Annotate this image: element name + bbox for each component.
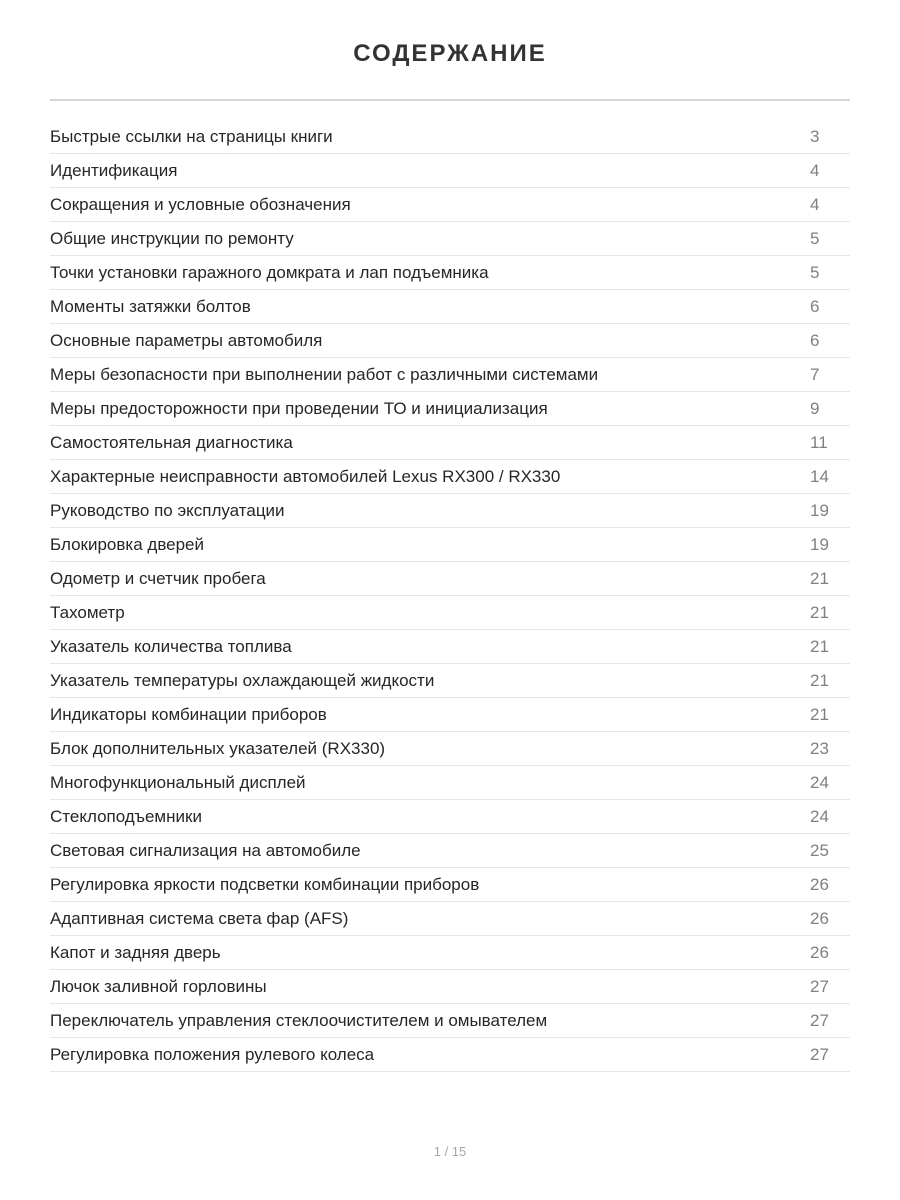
toc-entry[interactable] — [50, 188, 850, 222]
toc-entry-title: Лючок заливной горловины — [50, 977, 267, 996]
title-divider — [50, 99, 850, 101]
toc-entry[interactable] — [50, 596, 850, 630]
toc-entry-page: 9 — [810, 399, 820, 418]
toc-entry-page: 21 — [810, 603, 829, 622]
toc-entry[interactable] — [50, 698, 850, 732]
toc-entry-page: 6 — [810, 331, 820, 350]
toc-entry[interactable] — [50, 256, 850, 290]
toc-entry-page: 25 — [810, 841, 829, 860]
toc-entry-page: 21 — [810, 705, 829, 724]
toc-entry-title: Адаптивная система света фар (AFS) — [50, 909, 349, 928]
toc-entry-page: 27 — [810, 1045, 829, 1064]
toc-entry-page: 27 — [810, 977, 829, 996]
toc-entry-page: 19 — [810, 501, 829, 520]
toc-entry-page: 27 — [810, 1011, 829, 1030]
toc-entry-title: Общие инструкции по ремонту — [50, 229, 294, 248]
toc-entry-page: 26 — [810, 943, 829, 962]
toc-entry-title: Капот и задняя дверь — [50, 943, 221, 962]
toc-entry[interactable] — [50, 154, 850, 188]
toc-entry[interactable] — [50, 120, 850, 154]
toc-entry-title: Меры предосторожности при проведении ТО и инициализация — [50, 399, 548, 418]
toc-entry-title: Указатель температуры охлаждающей жидкости — [50, 671, 435, 690]
toc-entry-page: 7 — [810, 365, 820, 384]
toc-entry-title: Быстрые ссылки на страницы книги — [50, 127, 333, 146]
toc-entry-title: Руководство по эксплуатации — [50, 501, 285, 520]
toc-entry-title: Меры безопасности при выполнении работ с различными системами — [50, 365, 599, 384]
toc-entry-title: Идентификация — [50, 161, 178, 180]
toc-entry[interactable] — [50, 732, 850, 766]
toc-entry-page: 5 — [810, 263, 820, 282]
toc-entry[interactable] — [50, 290, 850, 324]
toc-entry-page: 4 — [810, 195, 820, 214]
toc-entry[interactable] — [50, 222, 850, 256]
toc-entry-title: Точки установки гаражного домкрата и лап подъемника — [50, 263, 489, 282]
toc-entry-title: Самостоятельная диагностика — [50, 433, 293, 452]
toc-entry[interactable] — [50, 494, 850, 528]
toc-entry-page: 26 — [810, 875, 829, 894]
toc-entry[interactable] — [50, 834, 850, 868]
toc-entry[interactable] — [50, 358, 850, 392]
toc-entry-title: Регулировка яркости подсветки комбинации приборов — [50, 875, 480, 894]
toc-entry[interactable] — [50, 970, 850, 1004]
toc-entry[interactable] — [50, 528, 850, 562]
toc-entry[interactable] — [50, 460, 850, 494]
toc-entry-title: Одометр и счетчик пробега — [50, 569, 266, 588]
toc-entry-title: Сокращения и условные обозначения — [50, 195, 351, 214]
toc-entry[interactable] — [50, 1038, 850, 1072]
toc-entry-title: Моменты затяжки болтов — [50, 297, 251, 316]
toc-entry[interactable] — [50, 936, 850, 970]
toc-entry[interactable] — [50, 392, 850, 426]
toc-entry-title: Блок дополнительных указателей (RX330) — [50, 739, 386, 758]
toc-entry-title: Индикаторы комбинации приборов — [50, 705, 327, 724]
toc-entry[interactable] — [50, 800, 850, 834]
toc-entry-title: Стеклоподъемники — [50, 807, 202, 826]
toc-entry-title: Переключатель управления стеклоочистителем и омывателем — [50, 1011, 548, 1030]
toc-entry-page: 19 — [810, 535, 829, 554]
toc-entry-page: 23 — [810, 739, 829, 758]
page-title: СОДЕРЖАНИЕ — [353, 40, 547, 67]
toc-entry[interactable] — [50, 426, 850, 460]
toc-entry-page: 26 — [810, 909, 829, 928]
toc-entry-page: 3 — [810, 127, 820, 146]
toc-entry[interactable] — [50, 766, 850, 800]
toc-entry-title: Блокировка дверей — [50, 535, 205, 554]
table-of-contents — [50, 120, 850, 1072]
toc-entry-page: 21 — [810, 569, 829, 588]
toc-entry[interactable] — [50, 868, 850, 902]
toc-entry-page: 5 — [810, 229, 820, 248]
toc-entry-page: 6 — [810, 297, 820, 316]
toc-entry-title: Многофункциональный дисплей — [50, 773, 306, 792]
page-indicator: 1 / 15 — [433, 1144, 467, 1159]
toc-entry-page: 4 — [810, 161, 820, 180]
toc-entry-title: Тахометр — [50, 603, 125, 622]
toc-entry[interactable] — [50, 664, 850, 698]
toc-entry-page: 21 — [810, 671, 829, 690]
toc-entry-title: Основные параметры автомобиля — [50, 331, 323, 350]
toc-entry[interactable] — [50, 1004, 850, 1038]
toc-entry-page: 11 — [810, 433, 828, 452]
toc-entry-title: Характерные неисправности автомобилей Lexus RX300 / RX330 — [50, 467, 561, 486]
toc-entry[interactable] — [50, 324, 850, 358]
toc-entry[interactable] — [50, 630, 850, 664]
toc-entry-page: 24 — [810, 807, 829, 826]
toc-entry-page: 24 — [810, 773, 829, 792]
toc-entry[interactable] — [50, 562, 850, 596]
toc-entry-title: Регулировка положения рулевого колеса — [50, 1045, 375, 1064]
toc-entry-title: Указатель количества топлива — [50, 637, 292, 656]
toc-entry[interactable] — [50, 902, 850, 936]
toc-entry-page: 21 — [810, 637, 829, 656]
toc-entry-title: Световая сигнализация на автомобиле — [50, 841, 361, 860]
toc-entry-page: 14 — [810, 467, 829, 486]
